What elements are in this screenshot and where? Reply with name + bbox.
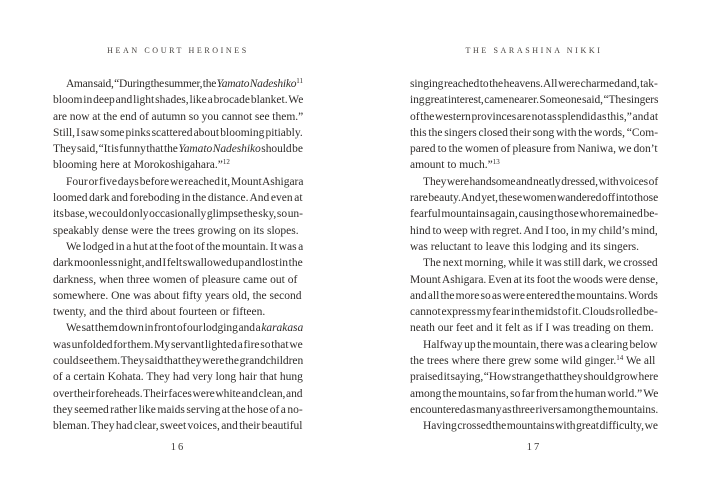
text-line: over their foreheads. Their faces were white and clean, and bbox=[53, 387, 303, 400]
text-line: among the mountains, so far from the human world.” We bbox=[410, 387, 659, 400]
page-right-body-text bbox=[410, 76, 658, 435]
text-line: bloom in deep and light shades, like a brocade blanket. We bbox=[53, 94, 304, 107]
text-line: amount to much.”$^{13}$ bbox=[410, 158, 500, 172]
text-line: this the singers closed their song with the words, “Com- bbox=[410, 126, 659, 139]
text-line: They were handsome and neatly dressed, with voices of bbox=[423, 175, 659, 188]
text-line: A man said, “During the summer, the Yamato Nadeshiko$^{11}$ bbox=[66, 77, 303, 90]
page-number-left: 16 bbox=[170, 442, 186, 453]
text-line: Halfway up the mountain, there was a clearing below bbox=[423, 338, 658, 351]
text-line: hind to weep with regret. And I too, in my child’s mind, bbox=[410, 224, 658, 237]
text-line: pared to the women of pleasure from Naniwa, we don’t bbox=[410, 143, 658, 156]
text-line: they seemed rather like maids serving at the hose of a no- bbox=[53, 403, 303, 416]
text-line: the trees where there grew some wild ginger.$^{14}$ We all bbox=[410, 354, 656, 368]
text-line: was unfolded for them. My servant lighted a fire so that we bbox=[53, 338, 303, 351]
text-line: twenty, and the third about fourteen or fifteen. bbox=[53, 306, 266, 319]
text-line: cannot express my fear in the midst of it. Clouds rolled be- bbox=[410, 306, 658, 319]
text-line: dark moonless night, and I felt swallowed up and lost in the bbox=[53, 257, 303, 270]
text-line: Having crossed the mountains with great difficulty, we bbox=[423, 420, 658, 433]
text-line: neath our feet and it felt as if I was treading on them. bbox=[410, 322, 654, 335]
text-line: Four or five days before we reached it, Mount Ashigara bbox=[66, 175, 304, 188]
text-line: Still, I saw some pinks scattered about blooming pitiably. bbox=[53, 126, 303, 139]
text-line: Mount Ashigara. Even at its foot the woods were dense, bbox=[410, 273, 659, 286]
text-line: of the western provinces are not as splendid as this,” and at bbox=[410, 110, 659, 123]
text-line: somewhere. One was about fifty years old, the second bbox=[53, 289, 302, 302]
page-left-body-text bbox=[53, 76, 303, 435]
text-line: The next morning, while it was still dark, we crossed bbox=[423, 257, 658, 270]
text-line: singing reached to the heavens. All were charmed and, tak- bbox=[410, 78, 658, 90]
text-line: darkness, when three women of pleasure came out of bbox=[53, 273, 298, 286]
text-line: blooming here at Morokoshigahara.”$^{12}$ bbox=[53, 158, 230, 172]
text-line: fearful mountains again, causing those who remained be- bbox=[410, 208, 659, 221]
text-line: bleman. They had clear, sweet voices, and their beautiful bbox=[53, 420, 303, 433]
text-line: could see them. They said that they were the grandchildren bbox=[53, 355, 304, 368]
text-line: rare beauty. And yet, these women wandered off into those bbox=[410, 192, 659, 205]
text-line: praised it saying, “How strange that they should grow here bbox=[410, 371, 659, 384]
page-number-right: 17 bbox=[526, 442, 542, 453]
text-line: ing great interest, came nearer. Someone said, “The singers bbox=[410, 94, 659, 107]
text-line: and all the more so as were entered the mountains. Words bbox=[410, 289, 658, 302]
text-line: We lodged in a hut at the foot of the mountain. It was a bbox=[66, 240, 304, 253]
text-line: speakably dense were the trees growing on its slopes. bbox=[53, 224, 299, 237]
text-line: encountered as many as three rivers among the mountains. bbox=[410, 403, 659, 416]
running-header-right: THE SARASHINA NIKKI bbox=[465, 46, 603, 55]
text-line: was reluctant to leave this lodging and its singers. bbox=[410, 240, 639, 253]
text-line: They said, “It is funny that the Yamato Nadeshiko should be bbox=[53, 143, 303, 156]
text-line: its base, we could only occasionally glimpse the sky, so un- bbox=[53, 208, 303, 221]
text-line: We sat them down in front of our lodging and a karakasa bbox=[66, 322, 304, 335]
text-line: are now at the end of autumn so you cannot see them.” bbox=[53, 110, 304, 123]
running-header-left: HEAN COURT HEROINES bbox=[107, 46, 249, 55]
text-line: loomed dark and foreboding in the distance. And even at bbox=[53, 192, 303, 205]
text-line: of a certain Kohata. They had very long hair that hung bbox=[53, 371, 303, 384]
